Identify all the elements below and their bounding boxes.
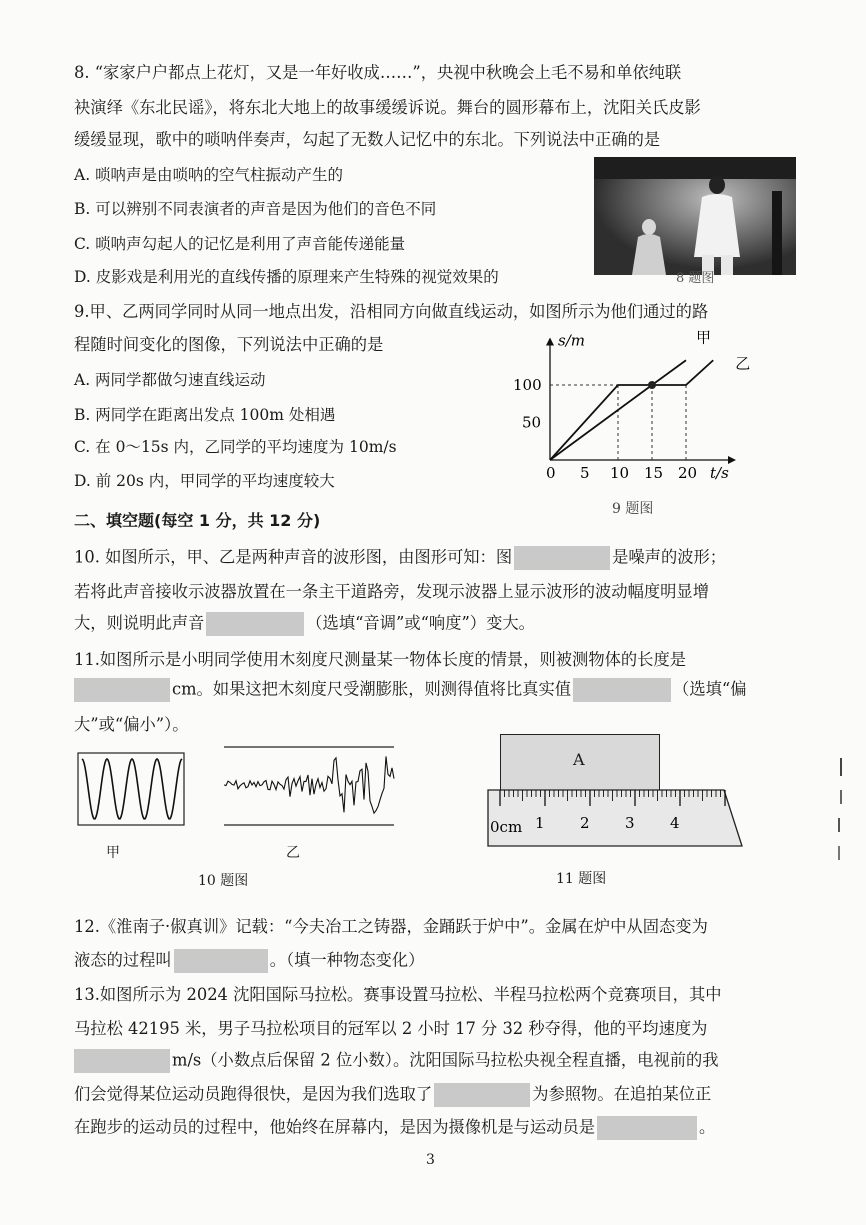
q9-stem-line2: 程随时间变化的图像，下列说法中正确的是 bbox=[74, 335, 384, 354]
x-axis-label: t/s bbox=[710, 464, 729, 482]
q10-blank-2[interactable] bbox=[206, 612, 304, 636]
q8-option-c: C. 唢呐声勾起人的记忆是利用了声音能传递能量 bbox=[74, 235, 406, 253]
q11-block-a bbox=[500, 734, 660, 792]
series-label-jia: 甲 bbox=[696, 328, 712, 347]
q11-line2 bbox=[74, 678, 746, 702]
margin-mark-3 bbox=[838, 818, 845, 832]
margin-mark-2 bbox=[840, 790, 842, 804]
q9-option-c: C. 在 0～15s 内，乙同学的平均速度为 10m/s bbox=[74, 438, 397, 456]
q11-stem-line1: 11.如图所示是小明同学使用木刻度尺测量某一物体长度的情景，则被测物体的长度是 bbox=[74, 650, 687, 669]
q13-stem-line1: 13.如图所示为 2024 沈阳国际马拉松。赛事设置马拉松、半程马拉松两个竞赛项目，其中 bbox=[74, 985, 722, 1004]
waveform-yi-noise bbox=[224, 756, 394, 813]
q13-line4-suffix: 为参照物。在追拍某位正 bbox=[532, 1084, 712, 1104]
ruler-body bbox=[488, 790, 742, 846]
meeting-point bbox=[648, 381, 656, 389]
q10-line1-suffix: 是噪声的波形； bbox=[612, 547, 727, 567]
q13-blank-1[interactable] bbox=[74, 1049, 170, 1073]
q9-option-b: B. 两同学在距离出发点 100m 处相遇 bbox=[74, 406, 336, 424]
block-a-label: A bbox=[573, 750, 585, 769]
series-line-yi bbox=[550, 360, 713, 460]
page-number: 3 bbox=[426, 1152, 435, 1168]
q12-line2-prefix: 液态的过程叫 bbox=[74, 950, 172, 970]
q11-blank-1[interactable] bbox=[74, 678, 170, 702]
ruler-label-4: 4 bbox=[670, 814, 680, 832]
ruler-label-3: 3 bbox=[625, 814, 635, 832]
q10-blank-1[interactable] bbox=[514, 546, 610, 570]
q10-label-jia: 甲 bbox=[106, 845, 120, 861]
q8-option-a: A. 唢呐声是由唢呐的空气柱振动产生的 bbox=[74, 166, 344, 184]
margin-mark-4 bbox=[838, 846, 845, 860]
q12-line2-suffix: 。（填一种物态变化） bbox=[269, 950, 425, 970]
q10-figure-caption: 10 题图 bbox=[198, 873, 249, 889]
q8-stage-photo bbox=[594, 157, 796, 275]
y-axis-label: s/m bbox=[558, 331, 585, 350]
q10-line1 bbox=[74, 546, 726, 570]
q9-st-chart bbox=[480, 320, 780, 495]
q13-blank-3[interactable] bbox=[597, 1116, 697, 1140]
q13-line5 bbox=[74, 1116, 715, 1140]
margin-mark-1 bbox=[840, 758, 842, 776]
q10-stem-line2: 若将此声音接收示波器放置在一条主干道路旁，发现示波器上显示波形的波动幅度明显增 bbox=[74, 582, 709, 601]
q12-line2 bbox=[74, 949, 424, 973]
q8-figure-caption: 8 题图 bbox=[676, 271, 715, 286]
q13-stem-line2: 马拉松 42195 米，男子马拉松项目的冠军以 2 小时 17 分 32 秒夺得，他的平均速度为 bbox=[74, 1019, 708, 1038]
ruler-label-1: 1 bbox=[535, 814, 545, 832]
q8-stem-line2: 袂演绎《东北民谣》，将东北大地上的故事缓缓诉说。舞台的圆形幕布上，沈阳关氏皮影 bbox=[74, 98, 701, 117]
q10-label-yi: 乙 bbox=[286, 845, 300, 861]
q10-line3-prefix: 大，则说明此声音 bbox=[74, 613, 205, 633]
q9-figure-caption: 9 题图 bbox=[612, 501, 654, 517]
series-label-yi: 乙 bbox=[735, 354, 751, 373]
q13-line5-prefix: 在跑步的运动员的过程中，他始终在屏幕内，是因为摄像机是与运动员是 bbox=[74, 1117, 596, 1137]
q12-blank-1[interactable] bbox=[174, 949, 268, 973]
q8-stem-line1: 8. “家家户户都点上花灯，又是一年好收成……”，央视中秋晚会上毛不易和单依纯联 bbox=[74, 63, 682, 82]
q8-stem-line3: 缓缓显现，歌中的唢呐伴奏声，勾起了无数人记忆中的东北。下列说法中正确的是 bbox=[74, 130, 661, 149]
q11-stem-line3: 大”或“偏小”）。 bbox=[74, 715, 189, 734]
q10-line1-prefix: 10. 如图所示，甲、乙是两种声音的波形图，由图形可知：图 bbox=[74, 547, 513, 567]
x-tick-label-15: 15 bbox=[644, 464, 664, 482]
x-tick-label-0: 0 bbox=[546, 464, 556, 482]
q13-line3-suffix: m/s（小数点后保留 2 位小数）。沈阳国际马拉松央视全程直播，电视前的我 bbox=[172, 1050, 719, 1070]
ruler-label-2: 2 bbox=[580, 814, 590, 832]
q11-line2-middle: cm。如果这把木刻度尺受潮膨胀，则测得值将比真实值 bbox=[172, 679, 572, 699]
y-tick-label-50: 50 bbox=[522, 413, 542, 432]
x-tick-label-5: 5 bbox=[580, 464, 590, 482]
q11-line2-suffix: （选填“偏 bbox=[673, 679, 747, 699]
x-tick-label-10: 10 bbox=[610, 464, 630, 482]
q13-blank-2[interactable] bbox=[434, 1083, 530, 1107]
waveform-jia-frame bbox=[78, 753, 184, 825]
x-axis-arrow bbox=[728, 456, 736, 464]
y-tick-label-100: 100 bbox=[513, 376, 542, 394]
q9-stem-line1: 9.甲、乙两同学同时从同一地点出发，沿相同方向做直线运动，如图所示为他们通过的路 bbox=[74, 302, 709, 321]
q12-stem-line1: 12.《淮南子·俶真训》记载：“今夫冶工之铸器，金踊跃于炉中”。金属在炉中从固态变为 bbox=[74, 917, 708, 936]
section-fill-in-title: 二、填空题(每空 1 分，共 12 分) bbox=[74, 511, 321, 530]
y-axis-arrow bbox=[546, 338, 554, 346]
q10-line3-suffix: （选填“音调”或“响度”）变大。 bbox=[306, 613, 535, 633]
x-tick-label-20: 20 bbox=[678, 464, 698, 482]
q11-figure-caption: 11 题图 bbox=[556, 871, 607, 887]
q13-line4-prefix: 们会觉得某位运动员跑得很快，是因为我们选取了 bbox=[74, 1084, 433, 1104]
q13-line4 bbox=[74, 1083, 711, 1107]
q9-option-a: A. 两同学都做匀速直线运动 bbox=[74, 371, 266, 389]
q13-line5-suffix: 。 bbox=[699, 1117, 716, 1137]
q8-option-d: D. 皮影戏是利用光的直线传播的原理来产生特殊的视觉效果的 bbox=[74, 268, 499, 286]
q9-option-d: D. 前 20s 内，甲同学的平均速度较大 bbox=[74, 472, 335, 490]
q8-option-b: B. 可以辨别不同表演者的声音是因为他们的音色不同 bbox=[74, 200, 437, 218]
q10-line3 bbox=[74, 612, 535, 636]
q13-line3 bbox=[74, 1049, 719, 1073]
q10-waveforms bbox=[74, 745, 404, 840]
q11-ruler bbox=[484, 788, 746, 850]
stage-photo-drawing bbox=[594, 157, 796, 275]
waveform-jia-sine bbox=[82, 759, 182, 819]
q11-blank-2[interactable] bbox=[573, 678, 671, 702]
ruler-label-0cm: 0cm bbox=[490, 818, 523, 836]
